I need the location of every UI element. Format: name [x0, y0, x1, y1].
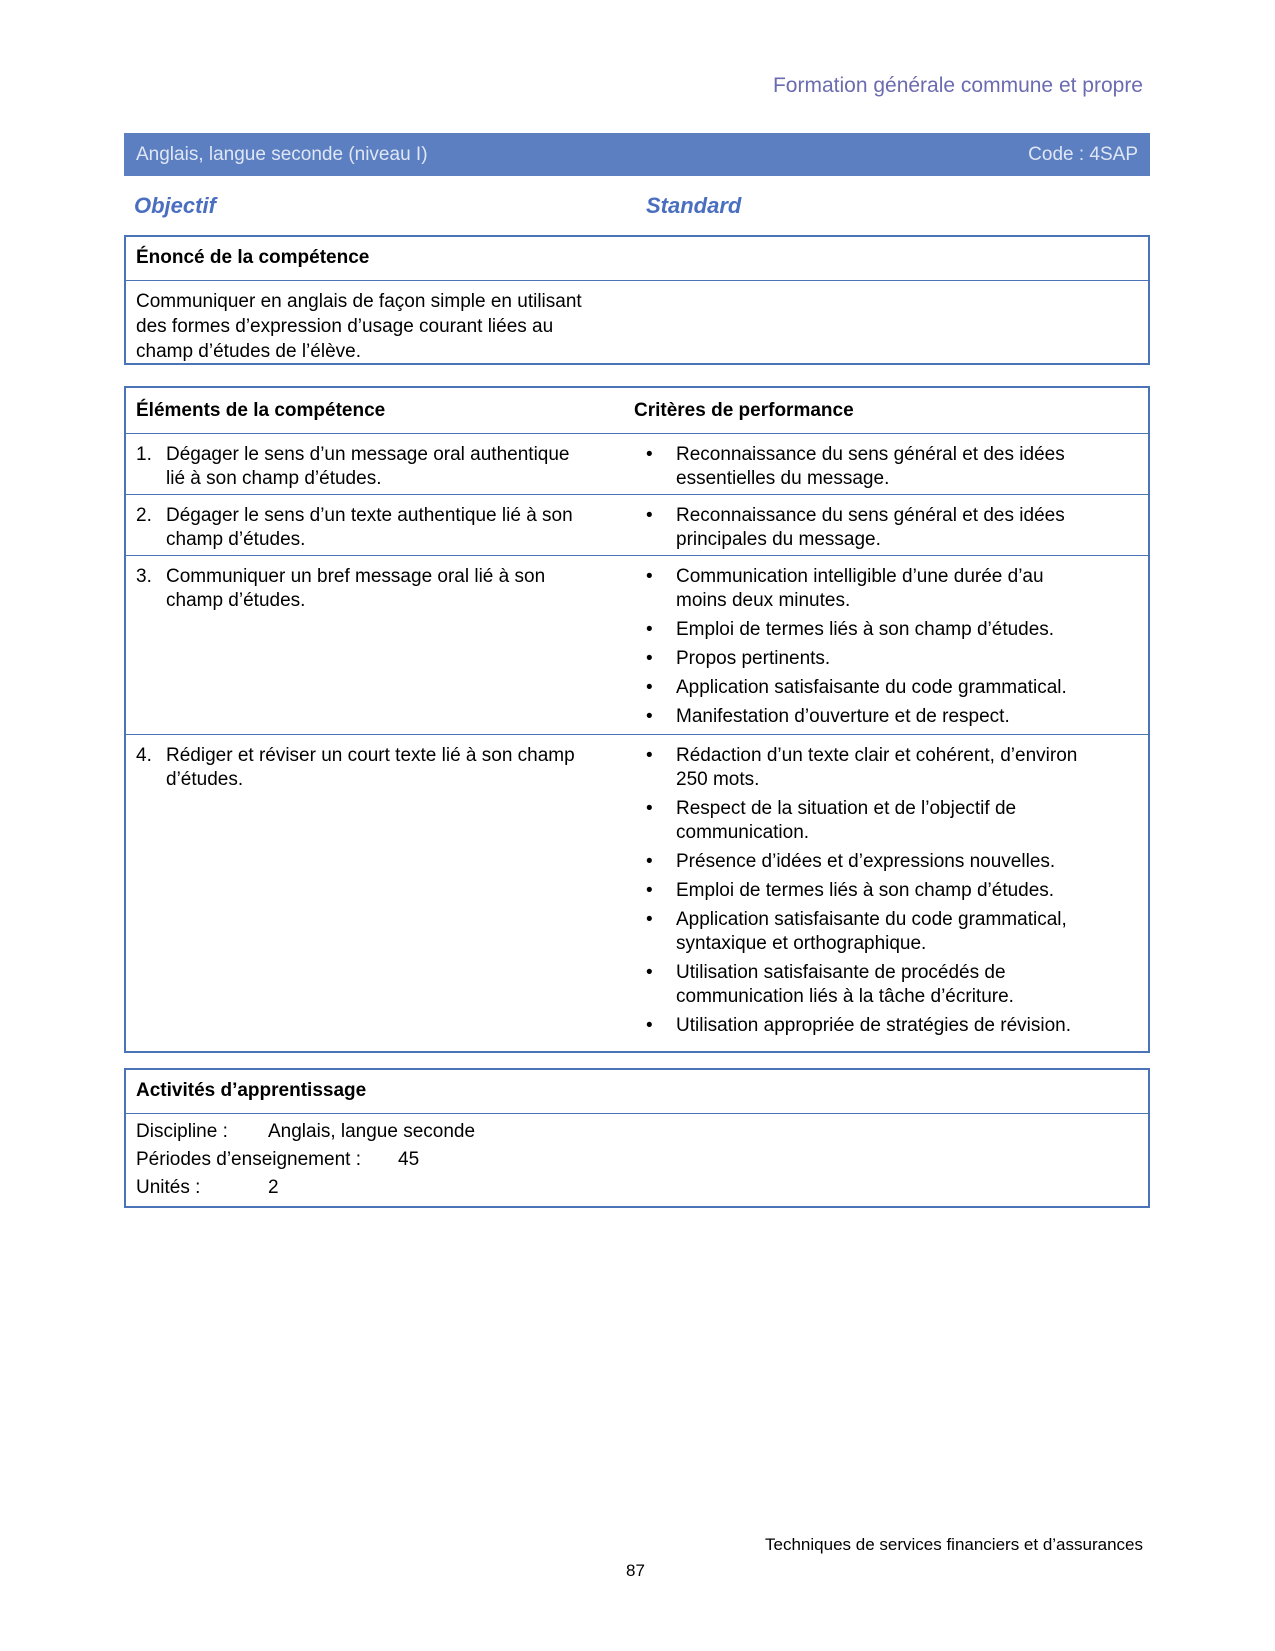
element-text: Rédiger et réviser un court texte lié à son champ d’études. — [166, 745, 575, 790]
periodes-value: 45 — [398, 1149, 420, 1170]
criterion-item: • Communication intelligible d’une durée d’au moins deux minutes. — [646, 566, 1044, 611]
enonce-line: des formes d’expression d’usage courant liées au — [136, 316, 554, 337]
course-name: Anglais, langue seconde (niveau I) — [136, 143, 428, 165]
bullet-icon: • — [646, 444, 653, 465]
objectif-label: Objectif — [134, 193, 216, 218]
unites-line — [126, 1174, 1148, 1202]
table-row — [126, 556, 1148, 735]
criterion-item: • Propos pertinents. — [646, 648, 831, 669]
enonce-heading: Énoncé de la compétence — [126, 237, 1148, 281]
discipline-line — [126, 1118, 1148, 1146]
enonce-line: champ d’études de l’élève. — [136, 341, 361, 362]
table-header — [126, 388, 1148, 434]
unites-value: 2 — [268, 1177, 279, 1198]
criterion-item: • Emploi de termes liés à son champ d’études. — [646, 619, 1055, 640]
discipline-label: Discipline : — [136, 1121, 228, 1142]
bullet-icon: • — [646, 619, 653, 640]
unites-label: Unités : — [136, 1177, 201, 1198]
criterion-item: • Emploi de termes liés à son champ d’études. — [646, 880, 1055, 901]
bullet-icon: • — [646, 505, 653, 526]
bullet-icon: • — [646, 1015, 653, 1036]
table-row — [126, 735, 1148, 1050]
criterion-item: • Utilisation appropriée de stratégies de révision. — [646, 1015, 1071, 1036]
activities-heading: Activités d’apprentissage — [126, 1070, 1148, 1114]
element-cell — [126, 556, 644, 734]
element-text: Dégager le sens d’un message oral authentique lié à son champ d’études. — [166, 444, 570, 489]
element-cell — [126, 434, 644, 494]
bullet-icon: • — [646, 909, 653, 930]
element-cell — [126, 495, 644, 555]
footer-program: Techniques de services financiers et d’assurances — [765, 1535, 1143, 1554]
criterion-item: • Présence d’idées et d’expressions nouvelles. — [646, 851, 1056, 872]
criteria-cell — [644, 556, 1124, 734]
table-row — [126, 495, 1148, 556]
element-cell — [126, 735, 644, 1050]
criterion-item: • Application satisfaisante du code grammatical, syntaxique et orthographique. — [646, 909, 1067, 954]
page-number: 87 — [626, 1561, 645, 1580]
criterion-item: • Application satisfaisante du code grammatical. — [646, 677, 1067, 698]
page-header-section: Formation générale commune et propre — [772, 74, 1143, 97]
criterion-item: • Respect de la situation et de l’objectif de communication. — [646, 798, 1017, 843]
enonce-box — [124, 235, 1150, 365]
course-code: Code : 4SAP — [1028, 143, 1138, 165]
criterion-item: • Manifestation d’ouverture et de respect. — [646, 706, 1010, 727]
element-number: 2. — [136, 505, 152, 526]
element-number: 1. — [136, 444, 152, 465]
element-number: 4. — [136, 745, 152, 766]
bullet-icon: • — [646, 880, 653, 901]
bullet-icon: • — [646, 798, 653, 819]
bullet-icon: • — [646, 745, 653, 766]
table-row — [126, 434, 1148, 495]
standard-label: Standard — [646, 193, 742, 218]
criterion-item: • Reconnaissance du sens général et des idées principales du message. — [646, 505, 1065, 550]
discipline-value: Anglais, langue seconde — [268, 1121, 476, 1142]
bullet-icon: • — [646, 566, 653, 587]
criteria-cell — [644, 735, 1124, 1050]
criteria-cell — [644, 434, 1124, 494]
enonce-line: Communiquer en anglais de façon simple en utilisant — [136, 291, 582, 312]
enonce-text — [126, 281, 636, 364]
periodes-line — [126, 1146, 1148, 1174]
criteres-header: Critères de performance — [634, 399, 854, 421]
bullet-icon: • — [646, 962, 653, 983]
element-text: Dégager le sens d’un texte authentique lié à son champ d’études. — [166, 505, 573, 550]
element-text: Communiquer un bref message oral lié à son champ d’études. — [166, 566, 546, 611]
bullet-icon: • — [646, 851, 653, 872]
elements-header: Éléments de la compétence — [136, 399, 386, 421]
criterion-item: • Reconnaissance du sens général et des idées essentielles du message. — [646, 444, 1065, 489]
activities-box — [124, 1068, 1150, 1208]
competence-table — [124, 386, 1150, 1053]
bullet-icon: • — [646, 706, 653, 727]
bullet-icon: • — [646, 677, 653, 698]
course-title-bar — [124, 133, 1150, 176]
criteria-cell — [644, 495, 1124, 555]
element-number: 3. — [136, 566, 152, 587]
periodes-label: Périodes d’enseignement : — [136, 1149, 361, 1170]
objective-standard-row — [134, 193, 1134, 219]
bullet-icon: • — [646, 648, 653, 669]
criterion-item: • Rédaction d’un texte clair et cohérent, d’environ 250 mots. — [646, 745, 1078, 790]
criterion-item: • Utilisation satisfaisante de procédés de communication liés à la tâche d’écriture. — [646, 962, 1014, 1007]
